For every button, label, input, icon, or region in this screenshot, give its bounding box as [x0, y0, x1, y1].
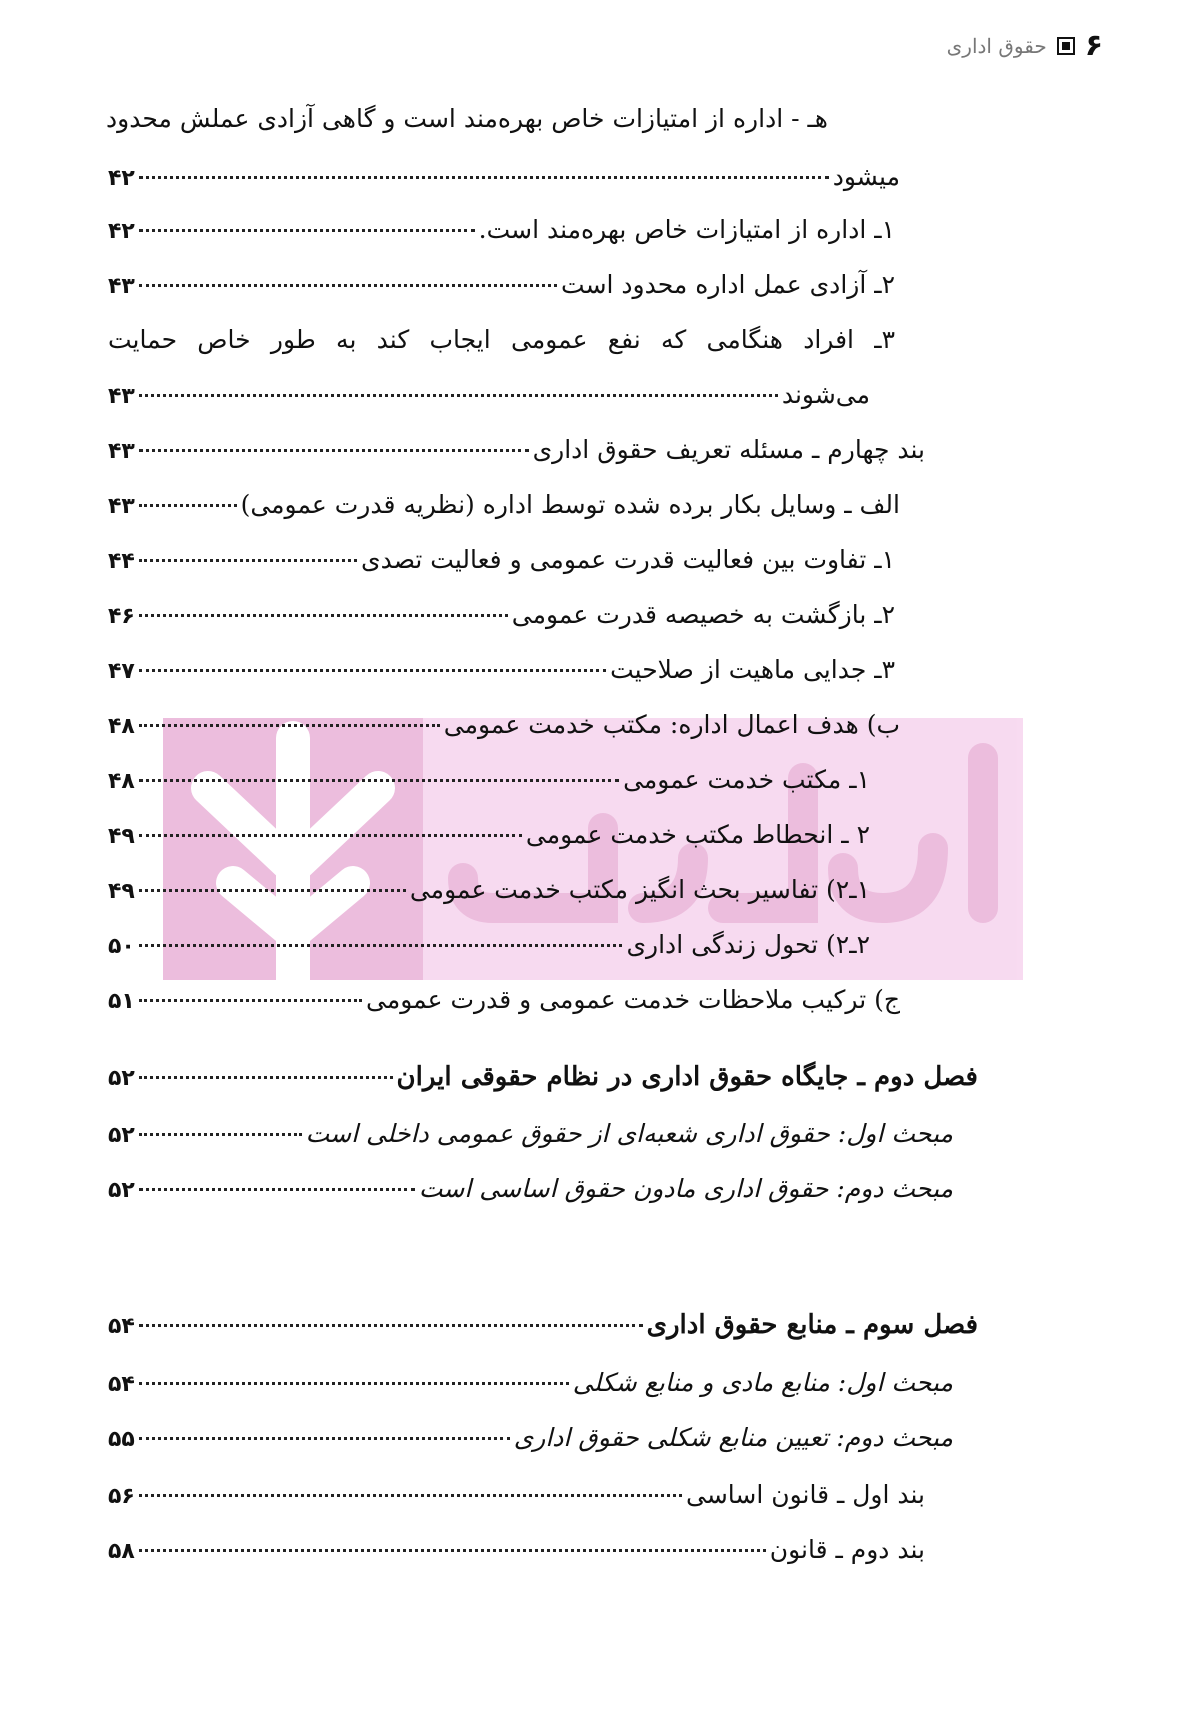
toc-leader-dots — [139, 779, 619, 782]
toc-entry[interactable] — [108, 983, 900, 1019]
toc-leader-dots — [139, 1324, 643, 1327]
toc-entry-page: ۴۲ — [108, 166, 135, 191]
toc-entry-title: بند چهارم ـ مسئله تعریف حقوق اداری — [532, 435, 925, 464]
toc-entry-title: ۲ـ۲) تحول زندگی اداری — [626, 930, 870, 959]
toc-entry-page: ۴۹ — [108, 879, 135, 904]
toc-leader-dots — [139, 449, 529, 452]
toc-entry-page: ۴۳ — [108, 439, 135, 464]
toc-entry-page: ۴۸ — [108, 714, 135, 739]
toc-leader-dots — [139, 1549, 766, 1552]
toc-leader-dots — [139, 1076, 393, 1079]
toc-leader-dots — [139, 284, 557, 287]
toc-entry-title: بند اول ـ قانون اساسی — [685, 1480, 925, 1509]
toc-section-title: مبحث اول: حقوق اداری شعبه‌ای از حقوق عمومی داخلی است — [305, 1119, 953, 1148]
toc-entry-page: ۵۰ — [108, 934, 135, 959]
toc-entry-title: ۱ـ مکتب خدمت عمومی — [623, 765, 870, 794]
toc-entry-page: ۴۷ — [108, 659, 135, 684]
toc-entry[interactable] — [108, 543, 895, 579]
toc-entry[interactable] — [108, 378, 870, 414]
toc-entry-page: ۵۴ — [108, 1314, 135, 1339]
toc-entry-page: ۵۴ — [108, 1372, 135, 1397]
toc-entry-page: ۵۱ — [108, 989, 135, 1014]
toc-section[interactable] — [108, 1366, 953, 1402]
toc-entry-title: میشود — [832, 162, 900, 191]
toc-entry-title: می‌شوند — [781, 380, 870, 409]
toc-entry[interactable] — [108, 488, 900, 524]
toc-entry-title: ۱ـ تفاوت بین فعالیت قدرت عمومی و فعالیت تصدی — [361, 545, 895, 574]
toc-section[interactable] — [108, 1172, 953, 1208]
toc-entry-page: ۴۳ — [108, 384, 135, 409]
toc-entry-page: ۴۴ — [108, 549, 135, 574]
toc-entry-page: ۴۳ — [108, 274, 135, 299]
toc-leader-dots — [139, 1494, 682, 1497]
toc-entry-page: ۵۲ — [108, 1178, 135, 1203]
toc-entry[interactable] — [108, 102, 828, 136]
toc-leader-dots — [139, 1188, 415, 1191]
toc-entry[interactable] — [108, 928, 870, 964]
toc-chapter[interactable] — [108, 1060, 978, 1096]
toc-leader-dots — [139, 834, 522, 837]
toc-entry-title: هـ - اداره از امتیازات خاص بهره‌مند است و گاهی آزادی عملش محدود — [106, 104, 828, 133]
toc-leader-dots — [139, 504, 237, 507]
toc-entry[interactable] — [108, 160, 900, 196]
toc-entry-page: ۵۲ — [108, 1123, 135, 1148]
toc-leader-dots — [139, 229, 475, 232]
toc-entry-title: ۱ـ اداره از امتیازات خاص بهره‌مند است. — [478, 215, 895, 244]
toc-section-title: مبحث دوم: حقوق اداری مادون حقوق اساسی است — [418, 1174, 953, 1203]
toc-entry-title: ۳ـ افراد هنگامی که نفع عمومی ایجاب کند به طور خاص حمایت — [108, 325, 895, 354]
toc-entry[interactable] — [108, 873, 870, 909]
toc-entry-page: ۵۸ — [108, 1539, 135, 1564]
toc-entry[interactable] — [108, 598, 895, 634]
toc-leader-dots — [139, 999, 362, 1002]
toc-entry-page: ۴۲ — [108, 219, 135, 244]
toc-entry[interactable] — [108, 653, 895, 689]
toc-entry[interactable] — [108, 213, 895, 249]
toc-entry-title: ۳ـ جدایی ماهیت از صلاحیت — [610, 655, 895, 684]
toc-entry[interactable] — [108, 818, 870, 854]
toc-chapter[interactable] — [108, 1308, 978, 1344]
toc-entry-title: ب) هدف اعمال اداره: مکتب خدمت عمومی — [443, 710, 900, 739]
running-title: حقوق اداری — [946, 33, 1047, 58]
toc-section-title: مبحث اول: منابع مادی و منابع شکلی — [572, 1368, 953, 1397]
page-number: ۶ — [1084, 28, 1103, 63]
toc-entry[interactable] — [108, 1478, 925, 1514]
toc-entry-page: ۵۶ — [108, 1484, 135, 1509]
toc-leader-dots — [139, 944, 623, 947]
toc-entry-title: ج) ترکیب ملاحظات خدمت عمومی و قدرت عمومی — [366, 985, 900, 1014]
toc-entry-page: ۴۳ — [108, 494, 135, 519]
toc-leader-dots — [139, 1437, 510, 1440]
toc-entry-title: ۱ـ۲) تفاسیر بحث انگیز مکتب خدمت عمومی — [409, 875, 870, 904]
toc-entry-page: ۵۲ — [108, 1066, 135, 1091]
toc-leader-dots — [139, 394, 778, 397]
toc-leader-dots — [139, 614, 508, 617]
toc-chapter-title: فصل سوم ـ منابع حقوق اداری — [646, 1310, 978, 1340]
toc-leader-dots — [139, 559, 357, 562]
toc-entry[interactable] — [108, 433, 925, 469]
toc-leader-dots — [139, 1133, 302, 1136]
toc-leader-dots — [139, 1382, 569, 1385]
toc-leader-dots — [139, 176, 829, 179]
toc-section[interactable] — [108, 1421, 953, 1457]
toc-chapter-title: فصل دوم ـ جایگاه حقوق اداری در نظام حقوقی ایران — [396, 1062, 978, 1092]
toc-leader-dots — [139, 889, 406, 892]
toc-section-title: مبحث دوم: تعیین منابع شکلی حقوق اداری — [513, 1423, 953, 1452]
toc-entry[interactable] — [108, 763, 870, 799]
toc-entry-page: ۴۸ — [108, 769, 135, 794]
toc-entry-title: ۲ ـ انحطاط مکتب خدمت عمومی — [525, 820, 870, 849]
toc-section[interactable] — [108, 1117, 953, 1153]
toc-entry[interactable] — [108, 1533, 925, 1569]
toc-entry-title: ۲ـ آزادی عمل اداره محدود است — [561, 270, 895, 299]
toc-leader-dots — [139, 669, 606, 672]
toc-entry[interactable] — [108, 708, 900, 744]
toc-entry-page: ۴۶ — [108, 604, 135, 629]
toc-entry-page: ۴۹ — [108, 824, 135, 849]
toc-entry-title: الف ـ وسایل بکار برده شده توسط اداره (نظریه قدرت عمومی) — [240, 490, 900, 519]
toc-entry[interactable] — [108, 323, 895, 357]
toc-entry-title: ۲ـ بازگشت به خصیصه قدرت عمومی — [511, 600, 895, 629]
toc-entry-title: بند دوم ـ قانون — [769, 1535, 925, 1564]
toc-entry-page: ۵۵ — [108, 1427, 135, 1452]
toc-leader-dots — [139, 724, 440, 727]
toc-entry[interactable] — [108, 268, 895, 304]
